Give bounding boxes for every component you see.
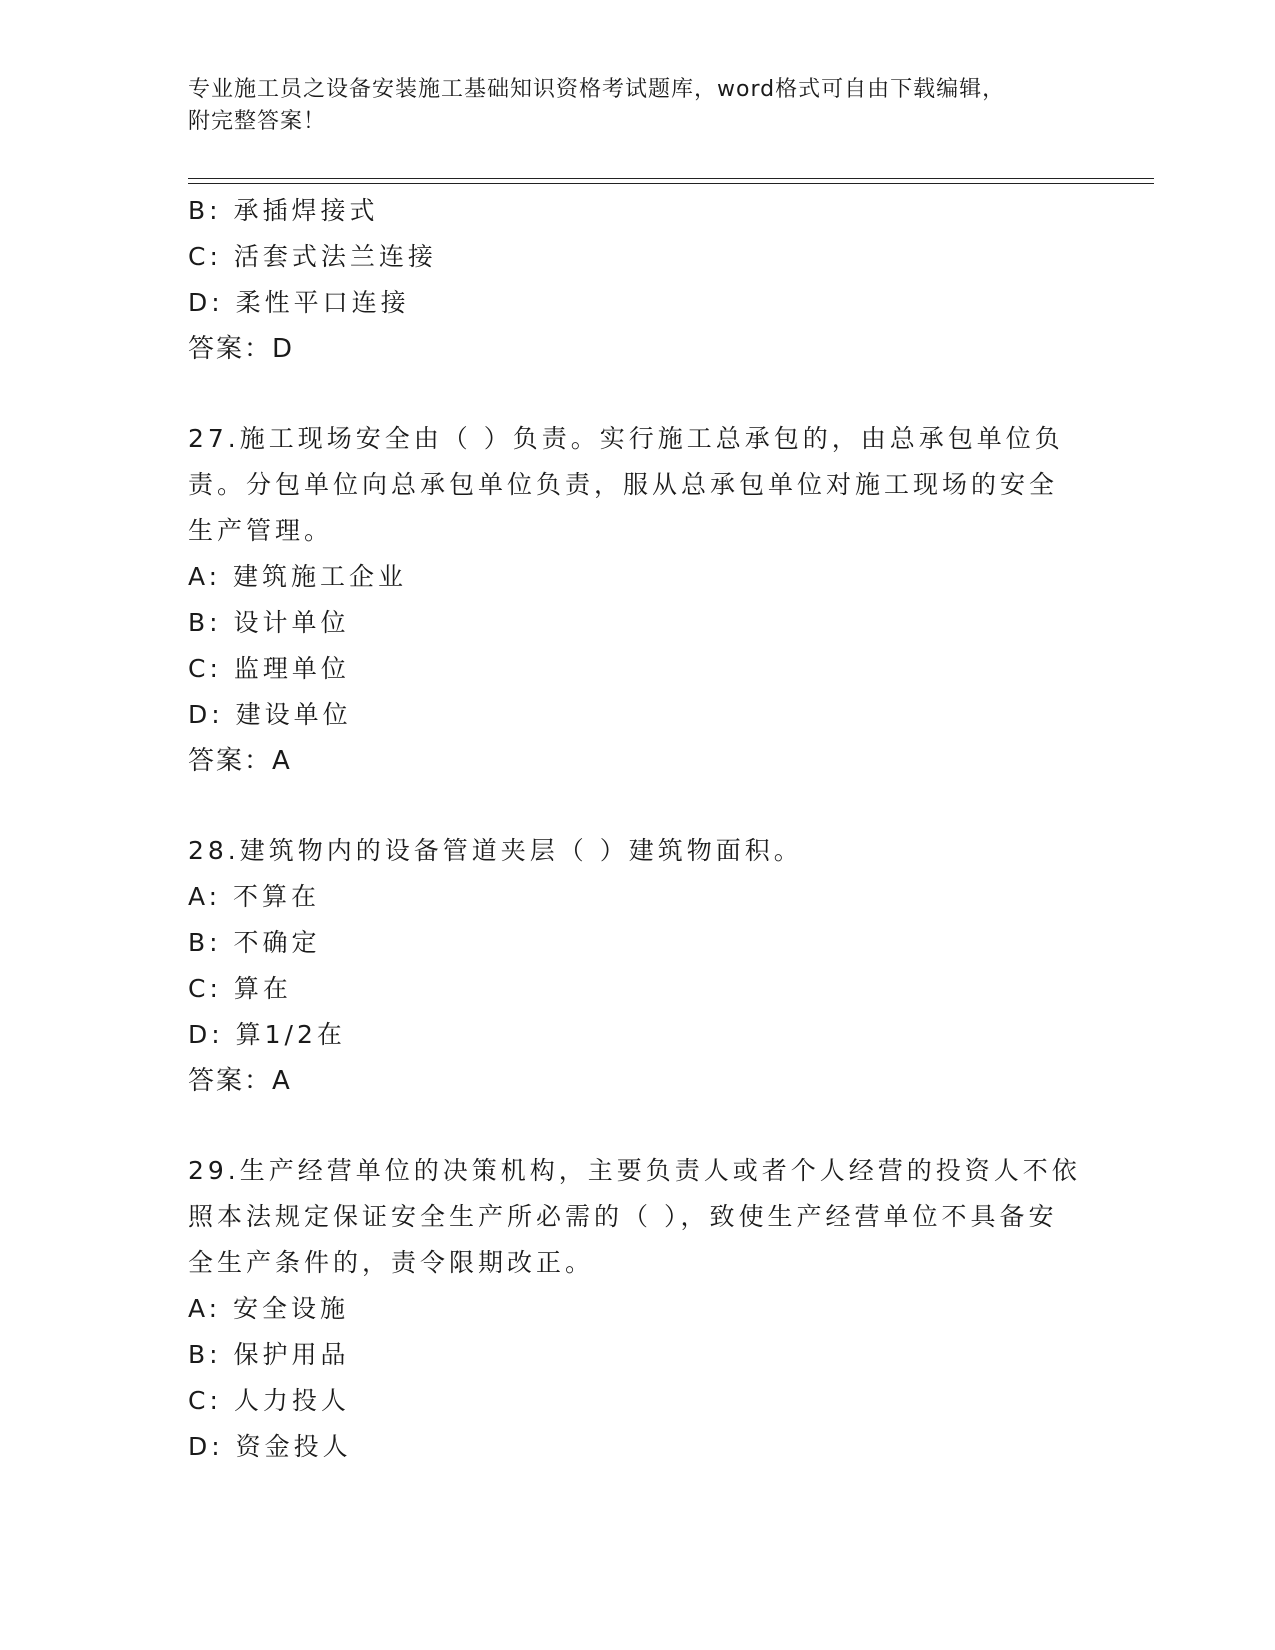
- question-gap: [188, 784, 1088, 828]
- question-stem-line: 27.施工现场安全由（ ）负责。实行施工总承包的，由总承包单位负: [188, 424, 1064, 453]
- option-c: C: 活套式法兰连接: [188, 242, 437, 271]
- question-28: [188, 828, 1088, 1104]
- header-line-2: 附完整答案！: [188, 109, 327, 134]
- question-27: [188, 416, 1088, 784]
- question-stem-line: 29.生产经营单位的决策机构，主要负责人或者个人经营的投资人不依: [188, 1156, 1081, 1185]
- option-b: B: 设计单位: [188, 608, 350, 637]
- question-stem-line: 生产管理。: [188, 516, 334, 545]
- option-b: B: 承插焊接式: [188, 196, 379, 225]
- option-d: D: 建设单位: [188, 700, 352, 729]
- option-c: C: 算在: [188, 974, 292, 1003]
- question-stem-line: 照本法规定保证安全生产所必需的（ ），致使生产经营单位不具备安: [188, 1202, 1058, 1231]
- question-gap: [188, 372, 1088, 416]
- question-26-tail: [188, 188, 1088, 372]
- option-a: A: 建筑施工企业: [188, 562, 408, 591]
- answer-line: 答案：D: [188, 334, 295, 364]
- answer-line: 答案：A: [188, 1066, 292, 1096]
- option-b: B: 不确定: [188, 928, 321, 957]
- question-stem-line: 28.建筑物内的设备管道夹层（ ）建筑物面积。: [188, 836, 803, 865]
- question-29: [188, 1148, 1088, 1470]
- option-a: A: 不算在: [188, 882, 321, 911]
- option-d: D: 柔性平口连接: [188, 288, 410, 317]
- option-c: C: 人力投人: [188, 1386, 350, 1415]
- option-d: D: 算1/2在: [188, 1020, 346, 1049]
- question-stem-line: 全生产条件的，责令限期改正。: [188, 1248, 595, 1277]
- header-divider-top: [188, 178, 1154, 179]
- option-b: B: 保护用品: [188, 1340, 350, 1369]
- option-c: C: 监理单位: [188, 654, 350, 683]
- document-header: [188, 74, 1068, 138]
- question-gap: [188, 1104, 1088, 1148]
- answer-line: 答案：A: [188, 746, 292, 776]
- header-divider-bottom: [188, 183, 1154, 184]
- question-stem-line: 责。分包单位向总承包单位负责，服从总承包单位对施工现场的安全: [188, 470, 1059, 499]
- option-a: A: 安全设施: [188, 1294, 350, 1323]
- question-content: [188, 188, 1088, 1470]
- header-line-1: 专业施工员之设备安装施工基础知识资格考试题库，word格式可自由下载编辑，: [188, 77, 1006, 102]
- option-d: D: 资金投人: [188, 1432, 352, 1461]
